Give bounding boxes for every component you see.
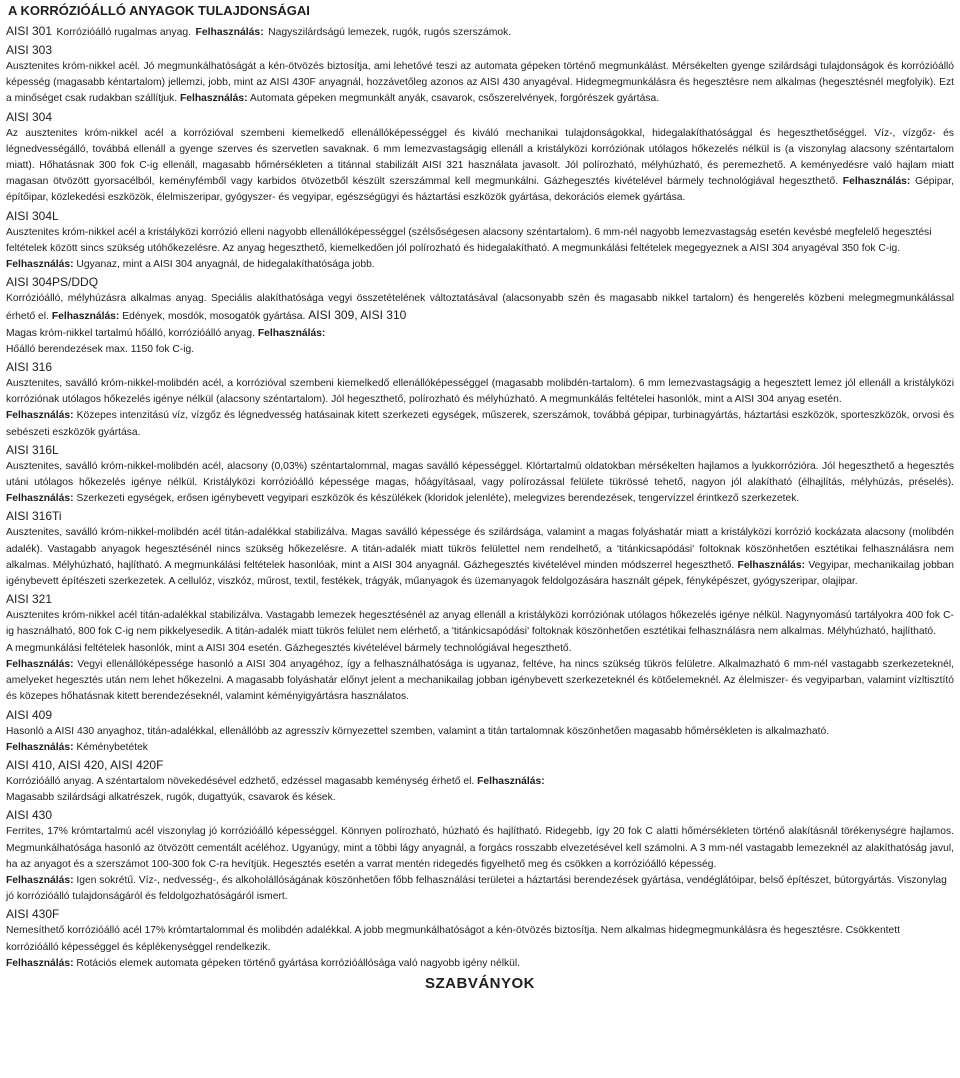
- grade-description: [6, 225, 954, 274]
- grade-usage: Közepes intenzitású víz, vízgőz és légnedvesség hatásainak kitett szerkezeti egységek, műszerek, szerszámok, továbbá gépipar, turbinagyártás, háztartási eszközök, sporteszközök, orvosi és sebészeti eszközök gyártása.: [6, 410, 954, 438]
- usage-label: Felhasználás:: [842, 176, 911, 188]
- section-aisi-410-420: [6, 757, 954, 806]
- grade-description: [6, 525, 954, 590]
- grade-description: [6, 774, 954, 790]
- grade-name: AISI 409: [6, 707, 53, 722]
- usage-label: Felhasználás:: [180, 93, 248, 105]
- usage-label: Felhasználás:: [6, 741, 74, 753]
- grade-name: AISI 410, AISI 420, AISI 420F: [6, 757, 164, 772]
- grade-usage: Gépipar, építőipar, közlekedési eszközök, élelmiszeripar, gyógyszer- és vegyipar, egészségügyi és háztartási eszközök gyártása, dekorációs elemek gyártása.: [6, 176, 954, 204]
- grade-usage-paragraph: [6, 873, 954, 905]
- grade-usage: Ugyanaz, mint a AISI 304 anyagnál, de hidegalakíthatósága jobb.: [76, 259, 375, 271]
- usage-label: Felhasználás:: [737, 559, 806, 571]
- grade-usage-paragraph: [6, 408, 954, 440]
- usage-label: Felhasználás:: [6, 658, 74, 670]
- usage-label: Felhasználás:: [6, 957, 74, 969]
- grade-usage: Kéménybetétek: [76, 741, 148, 753]
- grade-name: AISI 430F: [6, 907, 60, 922]
- grade-description: Ausztenites, saválló króm-nikkel-molibdén acél, a korrózióval szembeni kiemelkedő ellenállóképességgel (magasabb molibdén-tartalom). 6 mm lemezvastagságig a hegesztett lemez jól ellenáll a kristályközi korróziónak utólagos hőkezelés igénye nélkül (alacsony széntartalom). Jól hegeszthető, polírozható és mélyhúzható. A megmunkálás feltételei hasonlók, mint a AISI 304 anyag esetén.: [6, 378, 954, 406]
- grade-description: [6, 459, 954, 508]
- grade-name: AISI 430: [6, 808, 53, 823]
- grade-text: Korrózióálló, mélyhúzásra alkalmas anyag. Speciális alakíthatósága vegyi összetételének változtatásával (alacsonyabb szén és magasabb nikkel tartalom) és hengerelés közbeni melegmegmunkálással érhető el.: [6, 293, 954, 323]
- grade-name: AISI 304L: [6, 208, 59, 223]
- grade-usage: Rotációs elemek automata gépeken történő gyártása korrózióállósága való nagyobb igény nélkül.: [76, 957, 521, 969]
- section-aisi-430: [6, 807, 954, 905]
- usage-label: Felhasználás:: [6, 410, 74, 422]
- section-aisi-430f: [6, 906, 954, 972]
- grade-usage: Edények, mosdók, mosogatók gyártása.: [122, 311, 306, 323]
- grade-text: Magas króm-nikkel tartalmú hőálló, korrózióálló anyag.: [6, 327, 255, 339]
- usage-label: Felhasználás:: [257, 327, 326, 339]
- grade-description-2: A megmunkálási feltételek hasonlók, mint a AISI 304 esetén. Gázhegesztés kivételével bármely technológiával hegeszthető.: [6, 642, 572, 654]
- grade-description: Hasonló a AISI 430 anyaghoz, titán-adalékkal, ellenállóbb az agresszív környezettel szemben, valamint a titán tartalomnak köszönhetően magasabb hőmérsékleten is alkalmazható.: [6, 725, 830, 737]
- usage-label: Felhasználás:: [6, 259, 74, 271]
- usage-label: Felhasználás:: [51, 311, 120, 323]
- grade-name-aisi-309-310: AISI 309, AISI 310: [308, 308, 407, 323]
- grade-name: AISI 304PS/DDQ: [6, 275, 99, 290]
- grade-text: Az ausztenites króm-nikkel acél a korrózióval szembeni kiemelkedő ellenállóképességgel és kiváló mechanikai tulajdonságokkal, hidegalakíthatósággal és hegeszthetőséggel. Víz-, vízgőz- és légnedvességálló, továbbá ellenáll a gyenge szerves és szervetlen savaknak. 6 mm lemezvastagságig ellenáll a kristályközi korróziónak utólagos hőkezelés nélkül is (a viszonylag alacsony széntartalom miatt). Hőhatásnak 300 fok C-ig ellenáll, magasabb hőmérsékleten a titánnal stabilizált AISI 321 használata javasolt. Jól polírozható, mélyhúzható, és peremezhető. A keményedésre való hajlam miatt magasan ötvözött gyorsacélból, keményfémből vagy karbidos ötvözetből készült szerszámmal kell megmunkálni. Gázhegesztés kivételével bármely technológiával hegeszthető.: [6, 127, 954, 188]
- grade-text: Korrózióálló anyag. A széntartalom növekedésével edzhető, edzéssel magasabb keménység érhető el.: [6, 775, 475, 787]
- usage-label: Felhasználás:: [6, 493, 74, 505]
- section-aisi-303: [6, 42, 954, 108]
- grade-name: AISI 316Ti: [6, 509, 62, 524]
- grade-name: AISI 316: [6, 360, 53, 375]
- grade-text: Ausztenites, saválló króm-nikkel-molibdén acél titán-adalékkal stabilizálva. Magas saválló képessége és szilárdsága, valamint a magas folyáshatár miatt a kristályközi korrózió kockázata alacsony (molibdén adalék). Vastagabb anyagok hegesztésénél nincs szükség hőkezelésre. A titán-adalék miatt tükrös felülettel nem rendelhető, a 'titánkicsapódási' foltoknak köszönhetően esztétikai felhasználásra nem alkalmas. Mélyhúzható, hajlítható. A megmunkálási feltételek hasonlóak, mint a AISI 304 anyagnál. Gázhegesztés kivételével minden módszerrel hegeszthető.: [6, 527, 954, 571]
- grade-description: [6, 59, 954, 108]
- grade-name: AISI 303: [6, 43, 53, 57]
- grade-description: Korrózióálló rugalmas anyag.: [56, 27, 192, 38]
- grade-description-309: [6, 326, 954, 342]
- grade-usage: Szerkezeti egységek, erősen igénybevett vegyipari eszközök és készülékek (kloridok jelenléte), melegvizes berendezések, tengervízzel érintkező szerkezetek.: [76, 493, 800, 505]
- section-aisi-321: [6, 591, 954, 705]
- intro-aisi-301: [6, 22, 954, 41]
- section-aisi-316: [6, 359, 954, 441]
- grade-usage-paragraph: [6, 657, 954, 706]
- grade-usage: Vegyi ellenállóképessége hasonló a AISI 304 anyagéhoz, így a felhasználhatósága is ugyanaz, feltéve, ha nincs szükség tükrös felületre. Alkalmazható 6 mm-nél vastagabb szerkezeteknél, amelyeket hegesztés után nem lehet hőkezelni. A magasabb folyáshatár előnyt jelent a mechanikailag jobban igénybevett szerkezeteknél és kötőelemeknél. Az élelmiszer- és vegyiparban, valamint vízltisztító és közepes hőhatásnak kitett berendezéseknél, valamint kéményigyártásra használatos.: [6, 658, 954, 703]
- grade-text: Ausztenites króm-nikkel acél a kristályközi korrózió elleni nagyobb ellenállóképességgel (szélsőségesen alacsony széntartalom). 6 mm-nél nagyobb lemezvastagság esetén kevésbé megfelelő hegesztési feltételek között sincs szükség utóhőkezelésre. Az anyag hegeszthető, kiemelkedően jól polírozható és hidegalakítható. A megmunkálási feltételek megegyeznek a AISI 304 anyagéval 350 fok C-ig.: [6, 226, 932, 254]
- usage-label: Felhasználás:: [195, 27, 264, 38]
- usage-label: Felhasználás:: [477, 775, 545, 787]
- grade-description: Ferrites, 17% krómtartalmú acél viszonylag jó korrózióálló képességgel. Könnyen polírozható, húzható és hajlítható. Ridegebb, így 20 fok C alatti hőmérsékleten történő alakításnál törékenységre hajlamos. Megmunkálhatósága hasonló az ötvözött cementált acéléhoz. Ugyanúgy, mint a többi lágy anyagnál, a forgács rosszabb elvezetésével kell számolni. A 3 mm-nél vastagabb lemezeknél az alakíthatóság javul, ha az anyagot és a szerszámot 100-300 fok C-ra hevítjük. Hegesztés esetén a varrat mentén ridegedés figyelhető meg és csökken a korrózióálló képesség.: [6, 826, 954, 870]
- section-aisi-409: [6, 707, 954, 756]
- section-aisi-316ti: [6, 508, 954, 590]
- section-aisi-304l: [6, 208, 954, 274]
- grade-usage: Nagyszilárdságú lemezek, rugók, rugós szerszámok.: [268, 27, 512, 38]
- grade-usage-309: Hőálló berendezések max. 1150 fok C-ig.: [6, 343, 195, 355]
- standards-heading: SZABVÁNYOK: [424, 974, 535, 992]
- grade-usage: Vegyipar, mechanikailag jobban igénybevett építészeti szerkezetek. A cellulóz, viszkóz, műrost, textil, festékek, trágyák, műanyagok és üzemanyagok feldolgozására használt gépek, fényképészet, gyógyszeripar, olajipar.: [6, 559, 954, 588]
- grade-description: [6, 291, 954, 325]
- grade-text: Ausztenites króm-nikkel acél. Jó megmunkálhatóságát a kén-ötvözés biztosítja, ami lehetővé teszi az automata gépeken történő megmunkálást. Mérsékelten gyenge szilárdsági tulajdonságok és korrózióálló képesség (magasabb kéntartalom) jellemzi, jobb, mint az AISI 430F anyagnál, hozzávetőleg azonos az AISI 430 anyagéval. Hidegmegmunkálásra és hegesztésre nem alkalmas (hegesztésnél megfolyik). Ezt a minőséget csak rudakban szállítjuk.: [6, 61, 954, 105]
- grade-name: AISI 304: [6, 109, 53, 124]
- usage-label: Felhasználás:: [6, 874, 74, 886]
- grade-usage-paragraph: [6, 740, 954, 756]
- section-aisi-304: [6, 109, 954, 207]
- grade-usage: Automata gépeken megmunkált anyák, csavarok, csőszerelvények, forgórészek gyártása.: [249, 93, 660, 105]
- section-aisi-304ps-ddq: [6, 274, 954, 358]
- grade-name: AISI 321: [6, 592, 53, 607]
- grade-usage: Igen sokrétű. Víz-, nedvesség-, és alkoholállóságának köszönhetően főbb felhasználási területei a háztartási berendezések gyártása, vendéglátóipar, belső építészet, bútorgyártás. Viszonylag jó korrózióálló tulajdonságáról és feldolgozhatóságáról ismert.: [6, 874, 947, 903]
- grade-name: AISI 316L: [6, 442, 59, 457]
- grade-description: [6, 126, 954, 207]
- grade-name: AISI 301: [6, 24, 53, 38]
- grade-description: Nemesíthető korrózióálló acél 17% krómtartalommal és molibdén adalékkal. A jobb megmunkálhatóságot a kén-ötvözés biztosítja. Nem alkalmas hidegmegmunkálásra és hegesztésre. Csökkentett korrózióálló képességgel és képlékenységgel rendelkezik.: [6, 925, 900, 953]
- grade-text: Ausztenites, saválló króm-nikkel-molibdén acél, alacsony (0,03%) széntartalommal, magas saválló képességgel. Klórtartalmú oldatokban mérsékelten hajlamos a lyukkorrózióra. Jól hegeszthető a hegesztés utáni utólagos hőkezelés igénye nélkül. Kristályközi korrózióálló képessége magas, hőágyításaal, vagy polírozással felülete tükrössé tehető, nagyon jól alakítható (élhajlítás, mélyhúzás, préselés).: [6, 460, 954, 489]
- grade-usage-paragraph: [6, 956, 954, 972]
- grade-usage: Magasabb szilárdsági alkatrészek, rugók, dugattyúk, csavarok és kések.: [6, 792, 336, 804]
- grade-description: Ausztenites króm-nikkel acél titán-adalékkal stabilizálva. Vastagabb lemezek hegesztésénél az anyag ellenáll a kristályközi korróziónak utólagos hőkezelés igénye nélkül. Nagynyomású tartályokra 400 fok C-ig használható, 800 fok C-ig nem pikkelyesedik. A titán-adalék miatt tükrös felület nem elérhető, a 'titánkicsapódási' foltoknak köszönhetően esztétikai felhasználásra nem alkalmas. Mélyhúzható, hajlítható.: [6, 610, 954, 638]
- section-aisi-316l: [6, 442, 954, 508]
- document-title: A KORRÓZIÓÁLLÓ ANYAGOK TULAJDONSÁGAI: [8, 3, 310, 18]
